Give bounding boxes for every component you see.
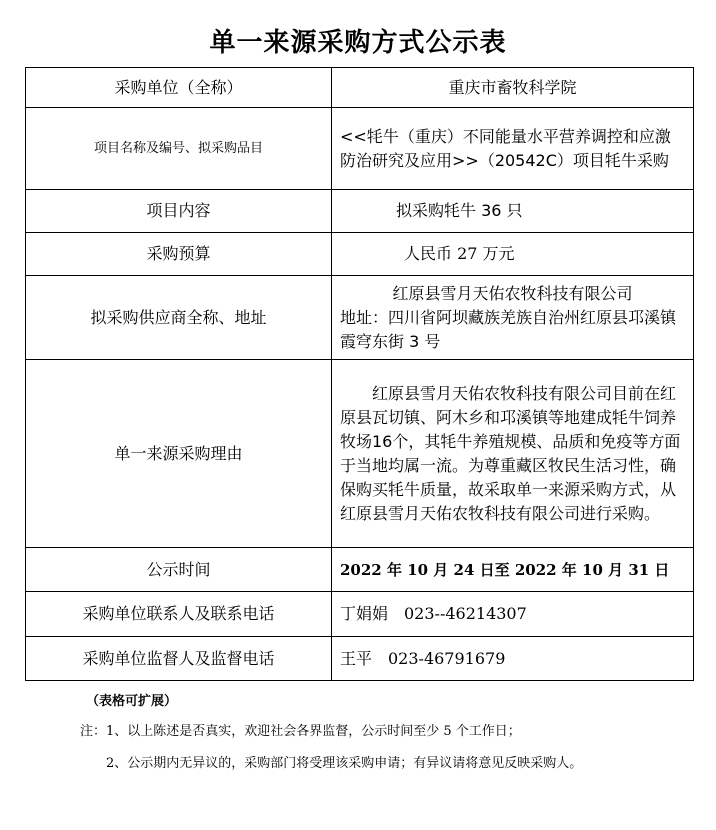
unit-label: 采购单位（全称） [26, 68, 332, 108]
unit-value: 重庆市畜牧科学院 [332, 68, 694, 108]
note-2: 2、公示期内无异议的，采购部门将受理该采购申请；有异议请将意见反映采购人。 [106, 756, 583, 771]
contact-value: 丁娟娟 023--46214307 [332, 592, 694, 637]
expand-note: （表格可扩展） [86, 694, 178, 709]
supervisor-value: 王平 023-46791679 [332, 637, 694, 681]
period-value: 2022 年 10 月 24 日至 2022 年 10 月 31 日 [332, 548, 694, 592]
table-row [26, 592, 694, 637]
notice-table [25, 67, 694, 681]
page-title: 单一来源采购方式公示表 [209, 28, 507, 58]
supplier-address: 地址：四川省阿坝藏族羌族自治州红原县邛溪镇霞穹东街 3 号 [340, 307, 677, 351]
table-row [26, 548, 694, 592]
supplier-name: 红原县雪月天佑农牧科技有限公司 [392, 283, 633, 303]
content-value: 拟采购牦牛 36 只 [332, 190, 694, 233]
table-row [26, 360, 694, 548]
contact-label: 采购单位联系人及联系电话 [26, 592, 332, 637]
table-row [26, 233, 694, 276]
supplier-label: 拟采购供应商全称、地址 [26, 276, 332, 360]
project-label: 项目名称及编号、拟采购品目 [26, 108, 332, 190]
supplier-cell [332, 276, 694, 360]
budget-value: 人民币 27 万元 [332, 233, 694, 276]
table-row [26, 190, 694, 233]
reason-label: 单一来源采购理由 [26, 360, 332, 548]
supervisor-label: 采购单位监督人及监督电话 [26, 637, 332, 681]
budget-label: 采购预算 [26, 233, 332, 276]
table-row [26, 276, 694, 360]
content-label: 项目内容 [26, 190, 332, 233]
table-row [26, 637, 694, 681]
project-value: <<牦牛（重庆）不同能量水平营养调控和应激防治研究及应用>>（20542C）项目牦牛采购 [332, 108, 694, 190]
reason-value: 红原县雪月天佑农牧科技有限公司目前在红原县瓦切镇、阿木乡和邛溪镇等地建成牦牛饲养牧场16个，其牦牛养殖规模、品质和免疫等方面于当地均属一流。为尊重藏区牧民生活习性，确保购买牦牛质量，故采取单一来源采购方式，从红原县雪月天佑农牧科技有限公司进行采购。 [332, 360, 694, 548]
table-row [26, 108, 694, 190]
note-1: 注：1、以上陈述是否真实，欢迎社会各界监督，公示时间至少 5 个工作日； [80, 724, 521, 739]
period-label: 公示时间 [26, 548, 332, 592]
table-row [26, 68, 694, 108]
